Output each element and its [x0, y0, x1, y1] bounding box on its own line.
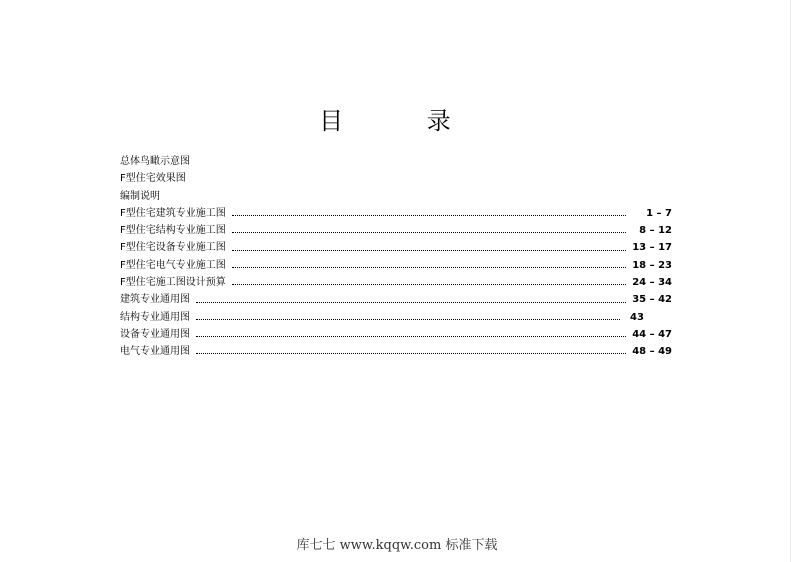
toc-row	[120, 326, 672, 343]
toc-page-range: 1 – 7	[646, 207, 672, 219]
toc-label: F型住宅建筑专业施工图	[120, 207, 226, 219]
toc-row	[120, 291, 672, 308]
toc-row	[120, 188, 672, 205]
toc-page-range: 8 – 12	[639, 225, 672, 237]
toc-row	[120, 274, 672, 291]
toc-label: F型住宅结构专业施工图	[120, 225, 226, 237]
toc-label: 结构专业通用图	[120, 311, 190, 323]
page-edge	[790, 0, 791, 562]
toc-label: F型住宅效果图	[120, 173, 186, 185]
toc-page-range: 24 – 34	[632, 277, 672, 289]
table-of-contents	[120, 153, 672, 361]
footer-watermark: 库七七 www.kqqw.com 标准下载	[296, 538, 498, 553]
toc-label: 总体鸟瞰示意图	[120, 156, 190, 167]
toc-row	[120, 170, 672, 187]
toc-page-range: 35 – 42	[632, 294, 672, 306]
toc-page-range: 13 – 17	[632, 242, 672, 254]
dot-leader	[232, 284, 626, 285]
toc-label: 电气专业通用图	[120, 346, 190, 358]
toc-row	[120, 239, 672, 256]
toc-row	[120, 257, 672, 274]
toc-page-range: 48 – 49	[632, 346, 672, 358]
dot-leader	[232, 250, 626, 251]
dot-leader	[196, 336, 626, 337]
dot-leader	[232, 215, 626, 216]
dot-leader	[196, 353, 626, 354]
toc-label: F型住宅施工图设计预算	[120, 277, 226, 289]
toc-page-range: 44 – 47	[632, 328, 672, 340]
toc-row	[120, 205, 672, 222]
toc-row	[120, 153, 672, 170]
dot-leader	[232, 232, 626, 233]
toc-row	[120, 343, 672, 360]
toc-label: F型住宅电气专业施工图	[120, 259, 226, 271]
toc-label: 编制说明	[120, 190, 160, 202]
toc-row	[120, 222, 672, 239]
toc-page-range: 43	[630, 311, 644, 323]
toc-page-range: 18 – 23	[632, 259, 672, 271]
toc-label: 建筑专业通用图	[120, 294, 190, 306]
page-title: 目 录	[319, 107, 489, 135]
dot-leader	[196, 302, 626, 303]
dot-leader	[196, 319, 620, 320]
toc-label: 设备专业通用图	[120, 328, 190, 340]
dot-leader	[232, 267, 626, 268]
toc-row	[120, 309, 672, 326]
toc-label: F型住宅设备专业施工图	[120, 242, 226, 254]
